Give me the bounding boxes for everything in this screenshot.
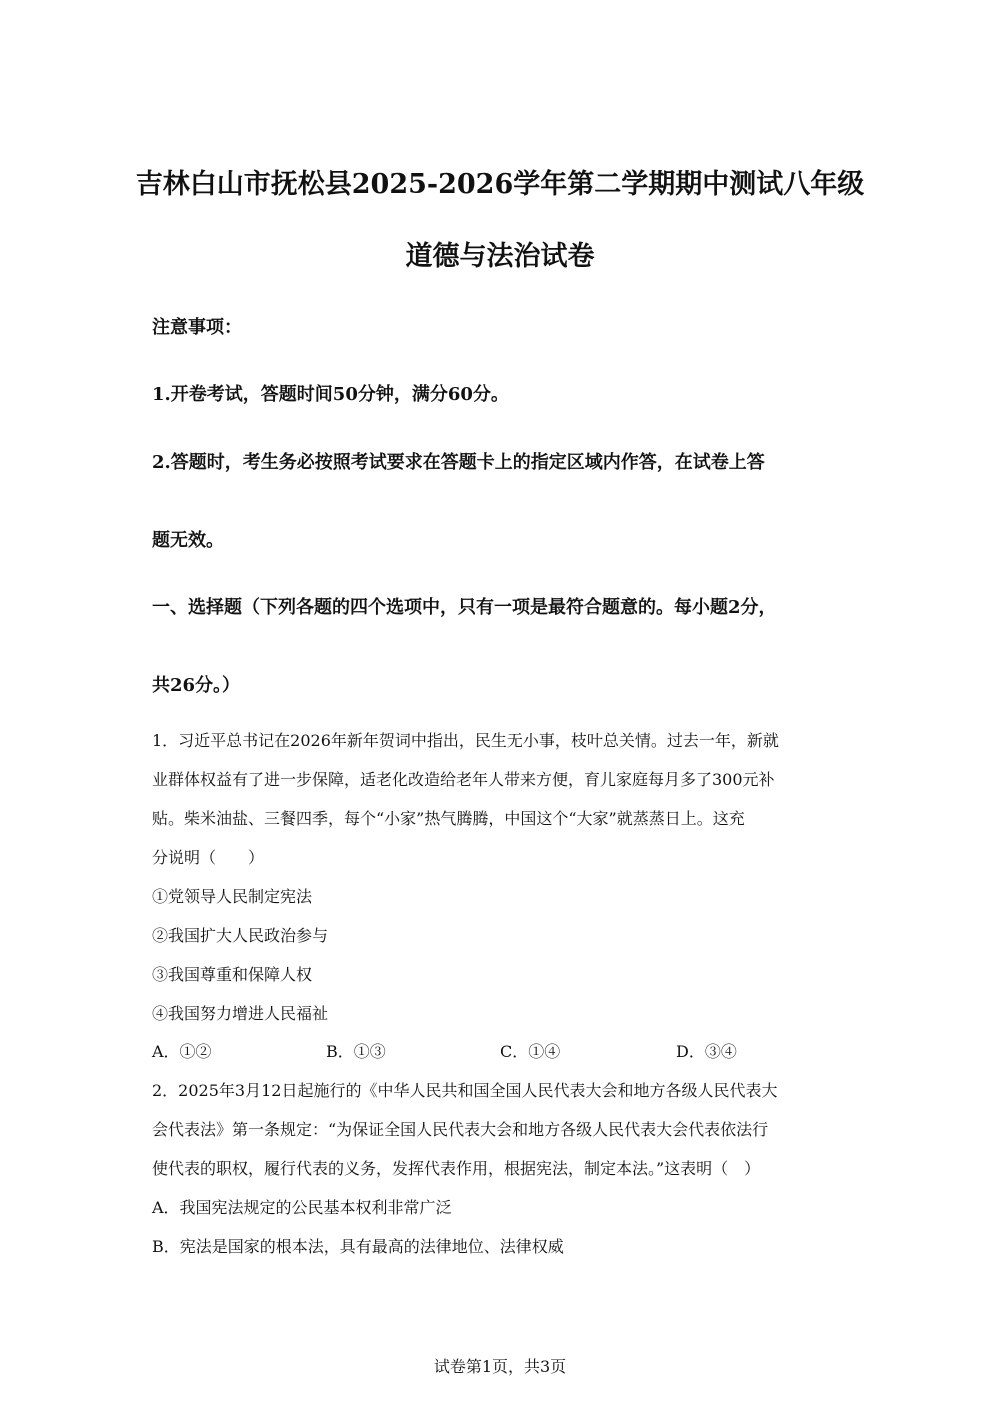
- q2-stem-line1: 2．2025年3月12日起施行的《中华人民共和国全国人民代表大会和地方各级人民代表大: [152, 1081, 778, 1100]
- section-heading-line1: 一、选择题（下列各题的四个选项中，只有一项是最符合题意的。每小题2分，: [152, 597, 777, 618]
- q1-stem-line3: 贴。柴米油盐、三餐四季，每个“小家”热气腾腾，中国这个“大家”就蒸蒸日上。这充: [152, 809, 745, 828]
- q2-stem-line3: 使代表的职权，履行代表的义务，发挥代表作用，根据宪法，制定本法。”这表明（ ）: [152, 1159, 761, 1178]
- notice-item-1: 1.开卷考试，答题时间50分钟，满分60分。: [152, 384, 509, 405]
- q1-statement-2: ②我国扩大人民政治参与: [152, 926, 329, 945]
- q2-option-b: B．宪法是国家的根本法，具有最高的法律地位、法律权威: [152, 1237, 564, 1256]
- q1-stem-line4: 分说明（ ）: [152, 848, 265, 867]
- q1-statement-4: ④我国努力增进人民福祉: [152, 1004, 329, 1023]
- q1-statement-3: ③我国尊重和保障人权: [152, 965, 313, 984]
- notice-item-2-line2: 题无效。: [152, 530, 224, 551]
- q2-stem-line2: 会代表法》第一条规定：“为保证全国人民代表大会和地方各级人民代表大会代表依法行: [152, 1120, 769, 1139]
- notice-item-2-line1: 2.答题时，考生务必按照考试要求在答题卡上的指定区域内作答，在试卷上答: [152, 452, 765, 473]
- exam-title-line2: 道德与法治试卷: [405, 241, 595, 272]
- q1-option-c: C．①④: [500, 1042, 561, 1061]
- q1-option-a: A．①②: [152, 1042, 212, 1061]
- q1-statement-1: ①党领导人民制定宪法: [152, 887, 313, 906]
- q1-option-b: B．①③: [326, 1042, 386, 1061]
- exam-title-line1: 吉林白山市抚松县2025-2026学年第二学期期中测试八年级: [135, 169, 865, 200]
- section-heading-line2: 共26分。）: [152, 675, 241, 696]
- q1-stem-line2: 业群体权益有了进一步保障，适老化改造给老年人带来方便，育儿家庭每月多了300元补: [152, 770, 775, 789]
- q2-option-a: A．我国宪法规定的公民基本权利非常广泛: [152, 1198, 452, 1217]
- q1-stem-line1: 1．习近平总书记在2026年新年贺词中指出，民生无小事，枝叶总关情。过去一年，新就: [152, 731, 779, 750]
- page-footer: 试卷第1页，共3页: [433, 1357, 567, 1376]
- q1-option-d: D．③④: [676, 1042, 737, 1061]
- notice-heading: 注意事项：: [152, 317, 242, 338]
